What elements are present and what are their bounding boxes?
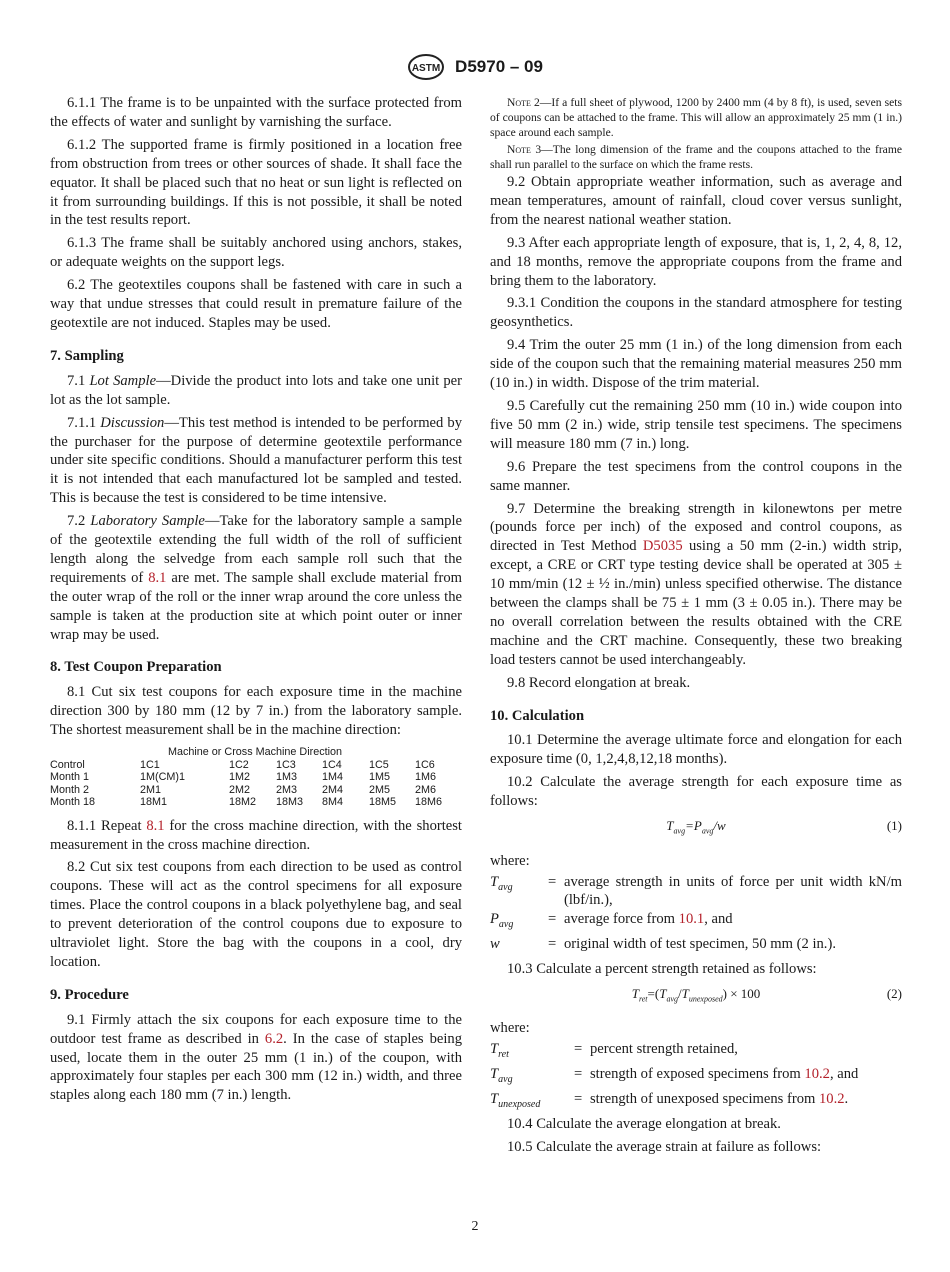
variable: [490, 1040, 574, 1065]
cross-reference-link[interactable]: 10.1: [678, 911, 705, 928]
text-run: —Take for the laboratory sample a sample of the geotextile extending the full width of the roll of sufficient length along the selvedge from each sample roll such that the requirements of: [50, 513, 463, 586]
page-number: 2: [471, 1219, 479, 1234]
text-run: using a 50 mm (2-in.) width strip, except, a CRE or CRT type testing device shall be operated at 305 ± 10 mm/min (12 ± ½ in./min) unless specified otherwise. The distance between the clamps shall be 75 ± 1 mm (3 ± 0.05 in.). There may be no overall correlation between the results obtained with the CRE machine and the CRT machine. Consequently, these two breaking load testers cannot be used interchangeably.: [490, 538, 902, 668]
paragraph: [50, 414, 462, 509]
eq-symbol: T: [681, 985, 689, 1001]
table-cell: 1M2: [229, 771, 251, 784]
paragraph: [50, 683, 462, 740]
text-run: . In the case of staples being used, locate them in the outer 25 mm (1 in.) of the coupon, with approximately four staples per each 300 mm (12 in.) width, and three staples along each 180 mm (7 in.) length.: [50, 1030, 462, 1104]
table-cell: 18M3: [276, 796, 304, 809]
eq-operator: /w: [713, 818, 726, 834]
paragraph: [490, 960, 902, 979]
text-run: strength of unexposed specimens from: [590, 1090, 819, 1107]
astm-logo-icon: [407, 54, 445, 80]
variable: [490, 873, 548, 911]
variable-symbol: T: [490, 1090, 499, 1107]
text-run: 8.2 Cut six test coupons from each direction to be used as control coupons. These will act as the control specimens for all exposure times. Place the control coupons in a black polyethylene bag, and seal to prevent deterioration of the control coupons due to exposure to ultraviolet light. Store the bag with the coupons in a cool, dry location.: [50, 859, 462, 970]
eq-symbol: P: [693, 818, 702, 834]
page-header: [0, 54, 950, 80]
definition-text: [590, 1065, 902, 1090]
variable-symbol: T: [490, 873, 499, 890]
table-cell: 1M4: [322, 771, 344, 784]
table-cell: 1C6: [415, 758, 435, 771]
table-cell: 18M5: [369, 796, 397, 809]
paragraph: [50, 276, 462, 333]
text-run: Note 2: [507, 96, 540, 109]
table-cell: 1C4: [322, 758, 342, 771]
section-heading: [490, 707, 902, 726]
table-cell: 18M1: [140, 796, 168, 809]
left-column: [50, 94, 462, 1109]
cross-reference-link[interactable]: 6.2: [264, 1030, 284, 1047]
table-cell: 2M1: [140, 783, 162, 796]
text-run: , and: [704, 911, 733, 928]
variable-definition: [490, 935, 902, 960]
text-run: 10. Calculation: [490, 707, 585, 724]
paragraph: [490, 397, 902, 454]
text-run: 10.3 Calculate a percent strength retained as follows:: [507, 960, 817, 977]
text-run: 9.5 Carefully cut the remaining 250 mm (10 in.) wide coupon into five 50 mm (2 in.) wide, strip tensile test specimens. The specimens will measure 180 mm (7 in.) long.: [490, 397, 902, 452]
table-row: [50, 796, 462, 809]
text-run: 8.1.1 Repeat: [67, 817, 147, 834]
variable: [490, 1090, 574, 1115]
eq-operator: =(: [647, 985, 660, 1001]
paragraph: [490, 294, 902, 332]
variable-symbol: w: [490, 936, 500, 953]
paragraph: [490, 731, 902, 769]
paragraph: [50, 512, 462, 644]
text-run: are met. The sample shall exclude material from the outer wrap of the roll or the inner wrap around the core unless the sample is taken at the production site at which point outer or inner wrap may be used.: [50, 569, 462, 643]
definition-text: [590, 1090, 902, 1115]
text-run: original width of test specimen, 50 mm (2 in.).: [564, 936, 836, 953]
definition-text: [564, 935, 902, 960]
equals-sign: =: [574, 1041, 583, 1058]
text-run: —The long dimension of the frame and the coupons attached to the frame shall run parallel to the surface on which the frame rests.: [490, 142, 902, 171]
paragraph: [490, 1115, 902, 1134]
text-run: 8. Test Coupon Preparation: [50, 659, 222, 676]
equals-sign: =: [548, 911, 557, 928]
eq-operator: =: [685, 818, 694, 834]
eq-operator: ) × 100: [722, 985, 761, 1001]
text-run: 6.1.1 The frame is to be unpainted with the surface protected from the effects of water and sunlight by varnishing the surface.: [50, 95, 462, 130]
equation-number: (2): [886, 985, 902, 1001]
text-run: 10.5 Calculate the average strain at failure as follows:: [507, 1138, 822, 1155]
equals-sign: =: [574, 1090, 583, 1107]
paragraph: [490, 336, 902, 393]
text-run: 10.2 Calculate the average strength for each exposure time as follows:: [490, 774, 902, 810]
svg-text:ASTM: ASTM: [411, 63, 441, 74]
section-heading: [50, 986, 462, 1005]
table-cell: Month 1: [50, 771, 90, 784]
equation-number: (1): [886, 818, 902, 834]
text-run: .: [844, 1090, 849, 1107]
where-label: where:: [490, 852, 530, 869]
eq-operator: /: [678, 985, 682, 1001]
table-cell: 1C2: [229, 758, 249, 771]
equation-body: [631, 985, 761, 1004]
text-run: 9.2 Obtain appropriate weather information, such as average and mean temperatures, amount of rainfall, cloud cover versus sunlight, from the nearest national weather station.: [490, 174, 902, 228]
variable-definition: [490, 910, 902, 935]
text-run: 6.1.3 The frame shall be suitably anchored using anchors, stakes, or adequate weights on the support legs.: [50, 235, 462, 271]
eq-subscript: ret: [638, 994, 648, 1004]
cross-reference-link[interactable]: 8.1: [146, 817, 165, 834]
section-heading: [50, 658, 462, 677]
eq-subscript: unexposed: [688, 994, 723, 1004]
document-designation: D5970 – 09: [455, 57, 543, 76]
variable-subscript: avg: [498, 919, 514, 931]
variable-subscript: unexposed: [498, 1098, 541, 1110]
paragraph: [490, 173, 902, 230]
table-cell: 18M2: [229, 796, 257, 809]
variable-definitions: [490, 873, 902, 960]
text-run: 7. Sampling: [50, 347, 124, 364]
note-paragraph: [490, 95, 902, 141]
paragraph: [50, 234, 462, 272]
variable-definition: [490, 1040, 902, 1065]
text-run: 7.2: [67, 513, 91, 530]
table-cell: 1M3: [276, 771, 298, 784]
variable: [490, 910, 548, 935]
eq-subscript: avg: [673, 826, 686, 836]
table-cell: 1M5: [369, 771, 391, 784]
text-run: average strength in units of force per unit width kN/m (lbf/in.),: [564, 873, 902, 909]
definition-text: [564, 873, 902, 911]
text-run: 9.3.1 Condition the coupons in the standard atmosphere for testing geosynthetics.: [490, 295, 902, 331]
text-run: 7.1: [67, 372, 90, 389]
equals-sign: =: [574, 1066, 583, 1083]
variable-definition: [490, 873, 902, 911]
table-cell: 1M(CM)1: [140, 771, 185, 784]
text-run: for the cross machine direction, with the shortest measurement in the cross machine direction.: [50, 817, 462, 853]
text-run: average force from: [564, 911, 679, 928]
paragraph: [50, 1011, 462, 1106]
table-cell: 8M4: [322, 796, 344, 809]
eq-subscript: avg: [701, 826, 714, 836]
note-paragraph: [490, 142, 902, 172]
table-row: [50, 784, 462, 797]
table-caption: Machine or Cross Machine Direction: [167, 746, 342, 759]
cross-reference-link[interactable]: D5035: [642, 538, 683, 555]
paragraph: [50, 372, 462, 410]
text-run: 7.1.1: [67, 414, 101, 431]
variable-subscript: ret: [498, 1049, 509, 1061]
table-cell: 2M3: [276, 783, 298, 796]
table-cell: Month 18: [50, 796, 96, 809]
table-row: [50, 759, 462, 772]
eq-subscript: avg: [666, 994, 678, 1004]
table-cell: Month 2: [50, 783, 90, 796]
equals-sign: =: [548, 936, 557, 953]
right-column: [490, 95, 902, 1161]
equation-2: [490, 985, 902, 1010]
table-cell: 2M6: [415, 783, 437, 796]
definition-text: [590, 1040, 902, 1065]
text-run: 8.1 Cut six test coupons for each exposure time in the machine direction 300 by 180 mm (12 by 7 in.) from the laboratory sample. The shortest measurement shall be in the machine direction:: [50, 684, 462, 739]
table-cell: 1C1: [140, 758, 160, 771]
text-run: 9. Procedure: [50, 986, 129, 1003]
text-run: 6.1.2 The supported frame is firmly positioned in a location free from obstruction from trees or other sources of shade. It shall face the equator. It shall be placed such that no heat or sun light is reflected on it from surrounding buildings. If this is not possible, it shall be noted in the test results report.: [50, 136, 462, 229]
variable: [490, 935, 548, 960]
section-heading: [50, 347, 462, 366]
text-run: —This test method is intended to be performed by the purchaser for the purpose of determine geotextile performance under site specific conditions. Should a manufacturer perform this test it is not intended that each manufactured lot be sampled and tested. This is because the test is considered to be time intensive.: [50, 414, 462, 507]
variable-definition: [490, 1090, 902, 1115]
coupon-designation-table: [50, 746, 462, 809]
variable-subscript: avg: [498, 1073, 513, 1085]
paragraph: [490, 1138, 902, 1157]
italic-term: Discussion: [100, 414, 165, 431]
text-run: Note 3: [507, 142, 542, 156]
definition-text: [564, 910, 902, 935]
paragraph: [50, 136, 462, 231]
text-run: 10.4 Calculate the average elongation at break.: [507, 1115, 781, 1132]
text-run: 9.7 Determine the breaking strength in kilonewtons per metre (pounds force per inch) of the exposed and control coupons, as directed in Test Method: [490, 500, 902, 555]
italic-term: Laboratory Sample: [90, 513, 205, 530]
table-cell: 2M2: [229, 783, 251, 796]
text-run: , and: [829, 1066, 859, 1083]
table-cell: 18M6: [415, 796, 443, 809]
equals-sign: =: [548, 873, 557, 890]
paragraph: [50, 858, 462, 971]
table-cell: 2M4: [322, 783, 344, 796]
table-cell: 1C3: [276, 758, 296, 771]
variable-subscript: avg: [498, 881, 513, 893]
paragraph: [490, 458, 902, 496]
table-cell: 1C5: [369, 758, 389, 771]
eq-symbol: T: [666, 818, 674, 834]
paragraph: [490, 234, 902, 291]
cross-reference-link[interactable]: 8.1: [148, 569, 167, 586]
text-run: strength of exposed specimens from: [590, 1066, 805, 1083]
italic-term: Lot Sample: [89, 372, 157, 389]
where-label: where:: [490, 1020, 530, 1037]
table-cell: 1M6: [415, 771, 437, 784]
paragraph: [490, 773, 902, 811]
text-run: —If a full sheet of plywood, 1200 by 2400 mm (4 by 8 ft), is used, seven sets of coupons can be attached to the frame. This will allow an approximately 25 mm (1 in.) space around each sample.: [490, 96, 903, 140]
paragraph: [50, 94, 462, 132]
variable: [490, 1065, 574, 1090]
text-run: 9.6 Prepare the test specimens from the control coupons in the same manner.: [490, 458, 902, 494]
table-cell: Control: [50, 758, 85, 771]
text-run: —Divide the product into lots and take one unit per lot as the lot sample.: [50, 372, 463, 408]
equation-1: [490, 817, 902, 842]
variable-definition: [490, 1065, 902, 1090]
variable-symbol: P: [490, 911, 499, 928]
text-run: percent strength retained,: [590, 1041, 738, 1058]
table-cell: 2M5: [369, 783, 391, 796]
eq-symbol: T: [659, 985, 667, 1001]
text-run: 10.1 Determine the average ultimate force and elongation for each exposure time (0, 1,2,4,8,12,18 months).: [490, 732, 902, 768]
text-run: 9.8 Record elongation at break.: [507, 674, 691, 691]
variable-symbol: T: [490, 1041, 499, 1058]
variable-symbol: T: [490, 1066, 499, 1083]
cross-reference-link[interactable]: 10.2: [804, 1066, 830, 1083]
paragraph: [490, 674, 902, 693]
text-run: 9.1 Firmly attach the six coupons for each exposure time to the outdoor test frame as described in: [50, 1011, 462, 1047]
eq-symbol: T: [631, 985, 639, 1001]
paragraph: [50, 817, 462, 855]
text-run: 9.4 Trim the outer 25 mm (1 in.) of the long dimension from each side of the coupon such that the remaining material measures 250 mm (10 in.) in width. Dispose of the trim material.: [490, 337, 902, 392]
text-run: 6.2 The geotextiles coupons shall be fastened with care in such a way that undue stresses that could result in premature failure of the geotextile are not induced. Staples may be used.: [50, 277, 462, 331]
table-row: [50, 771, 462, 784]
equation-body: [666, 818, 726, 836]
cross-reference-link[interactable]: 10.2: [819, 1090, 845, 1107]
paragraph: [490, 500, 902, 670]
variable-definitions: [490, 1040, 902, 1114]
text-run: 9.3 After each appropriate length of exposure, that is, 1, 2, 4, 8, 12, and 18 months, remove the appropriate coupons from the frame and bring them to the laboratory.: [490, 234, 902, 289]
